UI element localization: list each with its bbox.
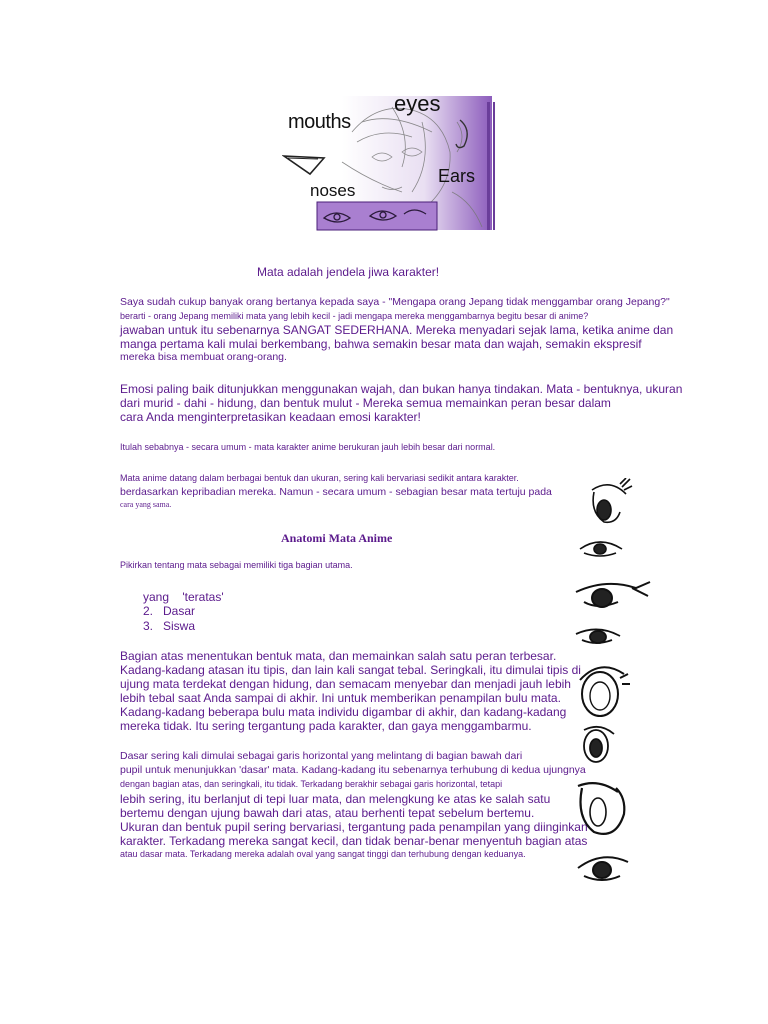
shapes-text: berdasarkan kepribadian mereka. Namun - secara umum - sebagian besar mata tertuju pada — [120, 486, 552, 498]
shapes-text: cara yang sama. — [120, 500, 172, 509]
eye-sketch-icon — [578, 722, 622, 766]
emotion-text: cara Anda menginterpretasikan keadaan emosi karakter! — [120, 410, 421, 424]
banner-label-mouths: mouths — [288, 111, 351, 133]
eye-sketch-icon — [574, 660, 634, 720]
intro-text: Saya sudah cukup banyak orang bertanya kepada saya - "Mengapa orang Jepang tidak menggambar orang Jepang?" — [120, 296, 670, 308]
reason-text: Itulah sebabnya - secara umum - mata karakter anime berukuran jauh lebih besar dari normal. — [120, 442, 496, 452]
eye-sketch-icon — [578, 537, 628, 563]
base-text: lebih sering, itu berlanjut di tepi luar mata, dan melengkung ke atas ke salah satu — [120, 792, 551, 806]
intro-text: manga pertama kali mulai berkembang, bahwa semakin besar mata dan wajah, semakin ekspresif — [120, 337, 642, 351]
eye-sketch-icon — [572, 578, 654, 614]
base-text: pupil untuk menunjukkan 'dasar' mata. Kadang-kadang itu sebenarnya terhubung di kedua ujungnya — [120, 764, 586, 776]
eye-sketch-icon — [584, 478, 634, 528]
list-item: yang 'teratas' — [143, 590, 224, 604]
banner-label-noses: noses — [310, 181, 356, 200]
shapes-text: Mata anime datang dalam berbagai bentuk dan ukuran, sering kali bervariasi sedikit antara karakter. — [120, 473, 519, 483]
banner-illustration — [282, 92, 498, 234]
eye-sketch-icon — [576, 852, 632, 886]
base-text: bertemu dengan ujung bawah dari atas, atau berhenti tepat sebelum bertemu. — [120, 806, 535, 820]
banner-label-eyes: eyes — [394, 92, 441, 116]
base-text: dengan bagian atas, dan seringkali, itu tidak. Terkadang berakhir sebagai garis horizontal, tetapi — [120, 779, 503, 789]
top-text: ujung mata terdekat dengan hidung, dan semacam menyebar dan menjadi jauh lebih — [120, 677, 571, 691]
top-text: Kadang-kadang beberapa bulu mata individu digambar di akhir, dan kadang-kadang — [120, 705, 567, 719]
eye-sketch-icon — [574, 776, 634, 838]
intro-text: mereka bisa membuat orang-orang. — [120, 351, 287, 363]
top-text: mereka tidak. Itu sering tergantung pada karakter, dan gaya menggambarmu. — [120, 719, 532, 733]
top-text: lebih tebal saat Anda sampai di akhir. Ini untuk memberikan penampilan bulu mata. — [120, 691, 561, 705]
pupil-text: atau dasar mata. Terkadang mereka adalah oval yang sangat tinggi dan terhubung dengan keduanya. — [120, 849, 526, 859]
section-heading: Anatomi Mata Anime — [281, 531, 393, 545]
anatomy-intro: Pikirkan tentang mata sebagai memiliki tiga bagian utama. — [120, 560, 353, 570]
emotion-text: dari murid - dahi - hidung, dan bentuk mulut - Mereka semua memainkan peran besar dalam — [120, 396, 611, 410]
eye-sketch-icon — [574, 624, 624, 650]
tagline: Mata adalah jendela jiwa karakter! — [257, 265, 440, 279]
top-text: Bagian atas menentukan bentuk mata, dan memainkan salah satu peran terbesar. — [120, 649, 557, 663]
list-item: 2. Dasar — [143, 604, 196, 618]
pupil-text: karakter. Terkadang mereka sangat kecil, dan tidak benar-benar menyentuh bagian atas — [120, 834, 588, 848]
intro-text: berarti - orang Jepang memiliki mata yang lebih kecil - jadi mengapa mereka menggambarnya begitu besar di anime? — [120, 311, 589, 321]
top-text: Kadang-kadang atasan itu tipis, dan lain kali sangat tebal. Seringkali, itu dimulai tipis di — [120, 663, 581, 677]
list-item: 3. Siswa — [143, 619, 196, 633]
base-text: Dasar sering kali dimulai sebagai garis horizontal yang melintang di bagian bawah dari — [120, 750, 523, 762]
emotion-text: Emosi paling baik ditunjukkan menggunakan wajah, dan bukan hanya tindakan. Mata - bentuknya, ukuran — [120, 382, 683, 396]
banner-label-ears: Ears — [438, 166, 476, 186]
pupil-text: Ukuran dan bentuk pupil sering bervariasi, tergantung pada penampilan yang diinginkan — [120, 820, 588, 834]
intro-text: jawaban untuk itu sebenarnya SANGAT SEDERHANA. Mereka menyadari sejak lama, ketika anime dan — [120, 323, 674, 337]
